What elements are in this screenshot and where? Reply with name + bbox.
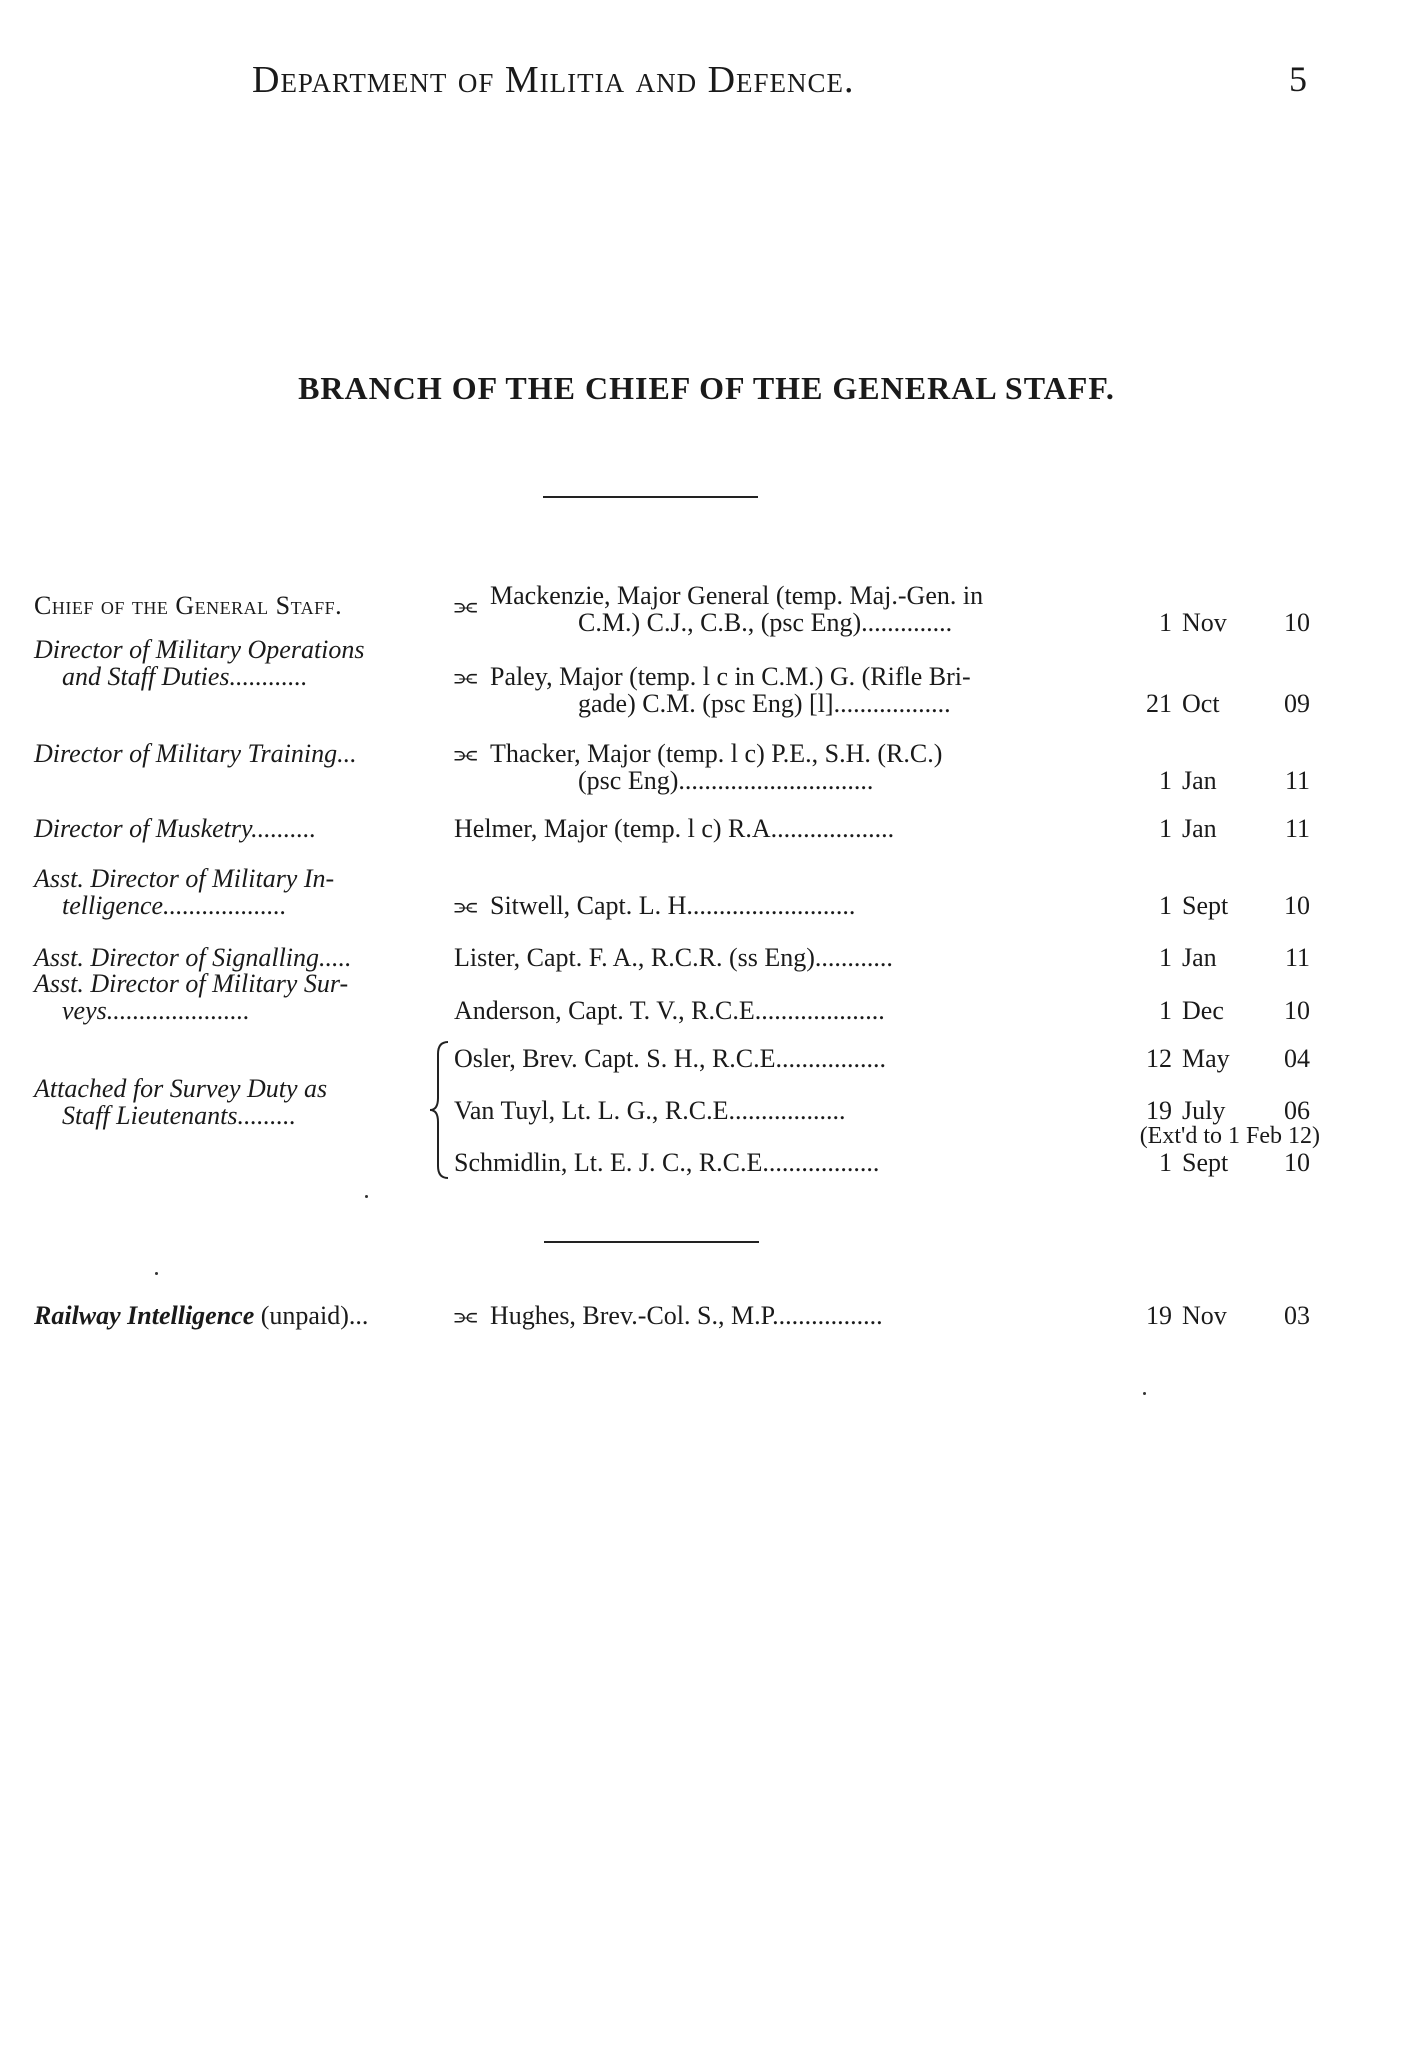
appointment-month: Jan bbox=[1182, 766, 1217, 795]
appointment-month: Sept bbox=[1182, 891, 1229, 920]
appointment-month: May bbox=[1182, 1044, 1230, 1073]
scissors-mark-icon: ⫘ bbox=[454, 591, 478, 620]
appointment-year: 11 bbox=[1284, 943, 1310, 972]
scissors-mark-icon: ⫘ bbox=[454, 662, 478, 691]
appointment-day: 1 bbox=[1159, 814, 1172, 843]
appointment-year: 09 bbox=[1284, 689, 1310, 718]
appointment-month: Jan bbox=[1182, 814, 1217, 843]
appointment-day: 1 bbox=[1159, 996, 1172, 1025]
officer-name: Hughes, Brev.-Col. S., M.P................. bbox=[490, 1301, 883, 1330]
scissors-mark-icon: ⫘ bbox=[454, 891, 478, 920]
officer-name: Lister, Capt. F. A., R.C.R. (ss Eng)............ bbox=[454, 943, 893, 972]
scan-speck bbox=[155, 1272, 158, 1275]
appointment-month: Sept bbox=[1182, 1148, 1229, 1177]
appointment-month: Dec bbox=[1182, 996, 1224, 1025]
appointment-month: Oct bbox=[1182, 689, 1220, 718]
appointment-month: Nov bbox=[1182, 608, 1227, 637]
office-title: Director of Military Operations and Staff Duties............ bbox=[34, 635, 365, 691]
office-title: Asst. Director of Signalling..... bbox=[34, 943, 352, 972]
branch-title: BRANCH OF THE CHIEF OF THE GENERAL STAFF. bbox=[298, 370, 1115, 406]
attached-group bbox=[34, 1045, 1334, 1195]
appointment-year: 06 bbox=[1284, 1096, 1310, 1125]
appointment-month: Nov bbox=[1182, 1301, 1227, 1330]
attached-officer-name: Van Tuyl, Lt. L. G., R.C.E.................. bbox=[454, 1096, 846, 1125]
scissors-mark-icon: ⫘ bbox=[454, 739, 478, 768]
office-title: Railway Intelligence (unpaid)... bbox=[34, 1301, 369, 1330]
appointment-day: 1 bbox=[1159, 766, 1172, 795]
appointment-day: 19 bbox=[1146, 1301, 1172, 1330]
appointment-day: 1 bbox=[1159, 891, 1172, 920]
running-title: Department of Militia and Defence. bbox=[252, 59, 855, 101]
curly-brace-icon bbox=[426, 1040, 456, 1180]
appointment-year: 10 bbox=[1284, 891, 1310, 920]
officer-name: Thacker, Major (temp. l c) P.E., S.H. (R.C.) (psc Eng).............................. bbox=[490, 739, 943, 795]
appointment-day: 1 bbox=[1159, 608, 1172, 637]
appointment-day: 1 bbox=[1159, 943, 1172, 972]
appointment-year: 10 bbox=[1284, 608, 1310, 637]
office-title: Chief of the General Staff. bbox=[34, 591, 343, 620]
appointment-year: 03 bbox=[1284, 1301, 1310, 1330]
extension-note: (Ext'd to 1 Feb 12) bbox=[1139, 1123, 1320, 1149]
appointment-year: 04 bbox=[1284, 1044, 1310, 1073]
office-title: Director of Military Training... bbox=[34, 739, 357, 768]
office-title: Asst. Director of Military In- telligence................... bbox=[34, 864, 335, 920]
appointment-month: July bbox=[1182, 1096, 1226, 1125]
appointment-day: 21 bbox=[1146, 689, 1172, 718]
scan-speck bbox=[365, 1195, 368, 1198]
office-title: Attached for Survey Duty as Staff Lieutenants......... bbox=[34, 1074, 328, 1130]
attached-officer-name: Osler, Brev. Capt. S. H., R.C.E................. bbox=[454, 1044, 887, 1073]
section-rule-top bbox=[543, 496, 758, 498]
attached-officer-name: Schmidlin, Lt. E. J. C., R.C.E.................. bbox=[454, 1148, 880, 1177]
office-title: Director of Musketry.......... bbox=[34, 814, 317, 843]
officer-name: Sitwell, Capt. L. H.......................... bbox=[490, 891, 856, 920]
scissors-mark-icon: ⫘ bbox=[454, 1301, 478, 1330]
officer-name: Anderson, Capt. T. V., R.C.E.................... bbox=[454, 996, 885, 1025]
page-number: 5 bbox=[1289, 59, 1307, 99]
page-header bbox=[0, 58, 1413, 108]
appointment-day: 1 bbox=[1159, 1148, 1172, 1177]
appointment-year: 11 bbox=[1284, 766, 1310, 795]
appointment-year: 11 bbox=[1284, 814, 1310, 843]
office-title: Asst. Director of Military Sur- veys...................... bbox=[34, 969, 349, 1025]
appointment-month: Jan bbox=[1182, 943, 1217, 972]
appointment-year: 10 bbox=[1284, 996, 1310, 1025]
officer-name: Mackenzie, Major General (temp. Maj.-Gen. in C.M.) C.J., C.B., (psc Eng).............. bbox=[490, 581, 984, 637]
appointment-day: 19 bbox=[1146, 1096, 1172, 1125]
appointment-year: 10 bbox=[1284, 1148, 1310, 1177]
scan-speck bbox=[1143, 1392, 1146, 1395]
section-rule-bottom bbox=[544, 1241, 759, 1243]
officer-name: Paley, Major (temp. l c in C.M.) G. (Rifle Bri- gade) C.M. (psc Eng) [l].................. bbox=[490, 662, 971, 718]
officer-name: Helmer, Major (temp. l c) R.A................... bbox=[454, 814, 895, 843]
appointment-day: 12 bbox=[1146, 1044, 1172, 1073]
